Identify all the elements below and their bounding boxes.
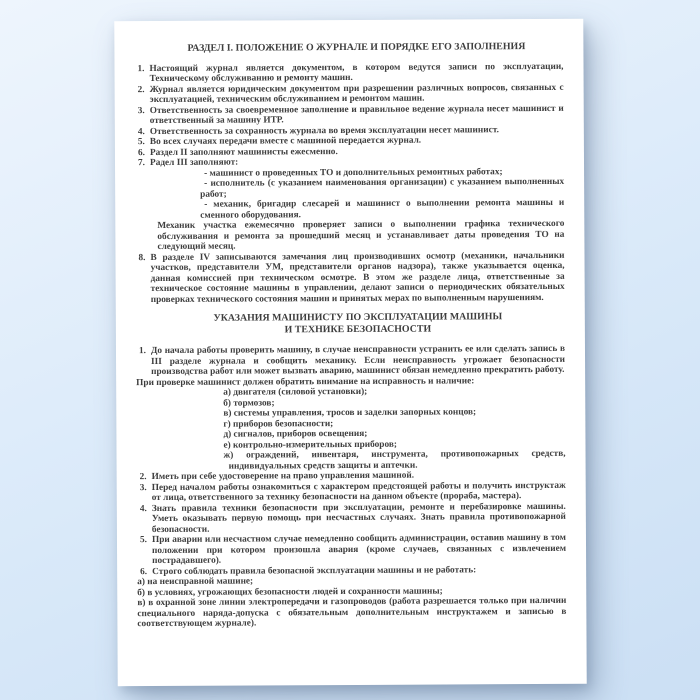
letter-item: в) системы управления, тросов и заделки запорных концов;: [223, 407, 477, 419]
item-number: 1.: [137, 63, 145, 74]
item-text: Знать правила техники безопасности при эксплуатации, ремонте и перебазировке машины. Уметь оказывать первую помощь при несчастных случаях. Знать правила противопожарной безопасности.: [151, 501, 566, 535]
list-item: [140, 564, 566, 577]
item-text: При аварии или несчастном случае немедленно сообщить администрации, оставив машину в том положении при котором произошла авария (кроме случаев, связанных с извлечением пострадавшего).: [151, 532, 567, 567]
item-number: 1.: [138, 346, 147, 357]
item-text: Радел III заполняют:: [149, 157, 239, 169]
list-item: [137, 103, 564, 127]
item-number: 5.: [139, 535, 147, 546]
list-item: [138, 343, 566, 378]
item-number: 7.: [137, 158, 146, 169]
item-text: Перед началом работы ознакомиться с характером предстоящей работы и получить инструктаж от лица, ответственного за технику безопасности на данном объекте (прораба, мастера).: [151, 480, 566, 504]
item-number: 4.: [139, 503, 147, 514]
section2-title-line1: УКАЗАНИЯ МАШИНИСТУ ПО ЭКСПЛУАТАЦИИ МАШИНЫ: [213, 311, 503, 324]
letter-item: е) контрольно-измерительных приборов;: [223, 439, 398, 451]
item-number: 3.: [139, 482, 147, 493]
note-paragraph: Механик участка ежемесячно проверяет записи о выполнении графика технического обслуживания и ремонта за прошедший месяц и устанавливает даты проведения ТО на следующий месяц.: [157, 218, 565, 253]
item-number: 8.: [138, 252, 146, 263]
flush-paragraph: При проверке машинист должен обратить внимание на исправность и наличие:: [136, 375, 475, 388]
list-item: [139, 480, 566, 504]
item-text: Ответственность за своевременное заполнение и правильное ведение журнала несет машинист и ответственный за машину ИТР.: [149, 103, 564, 127]
item-number: 6.: [137, 147, 145, 158]
item-text: Настоящий журнал является документом, в котором ведутся записи по эксплуатации, Техническому обслуживанию и ремонту машин.: [149, 61, 564, 85]
section1-title: РАЗДЕЛ I. ПОЛОЖЕНИЕ О ЖУРНАЛЕ И ПОРЯДКЕ ЕГО ЗАПОЛНЕНИЯ: [187, 41, 526, 54]
item-text: Ответственность за сохранность журнала во время эксплуатации несет машинист.: [149, 124, 499, 137]
sub-item: - механик, бригадир слесарей и машинист о выполнении ремонта машины и сменного оборудования.: [200, 197, 565, 221]
list-item: [137, 156, 564, 169]
item-number: 2.: [139, 472, 147, 483]
item-number: 6.: [140, 566, 148, 577]
item-text: Иметь при себе удостоверение на право управления машиной.: [151, 470, 415, 483]
letter-item: б) тормозов;: [223, 397, 275, 409]
list-item: [139, 501, 566, 535]
item-text: В разделе IV записываются замечания лиц производивших осмотр (механики, начальники участков, представители УМ, представители органов надзора), также указывается оценка, данная комиссией при техническом осмотре. В этом же разделе лица, ответственные за техническое состояние машины в управлении, делают записи о периодических обязательных проверках технического состояния машин и принятых мерах по выполненным нарушениям.: [150, 250, 565, 305]
section2-title-line2: И ТЕХНИКЕ БЕЗОПАСНОСТИ: [284, 323, 432, 335]
section1-list: [137, 61, 565, 305]
item-number: 5.: [137, 137, 145, 148]
flush-paragraph: б) в условиях, угрожающих безопасности людей и сохранности машины;: [137, 586, 443, 598]
item-text: Строго соблюдать правила безопасной эксплуатации машины и не работать:: [152, 564, 477, 577]
sub-item: - исполнитель (с указанием наименования организации) с указанием выполненных работ;: [200, 176, 565, 200]
item-text: Во всех случаях передачи вместе с машиной передается журнал.: [149, 135, 422, 148]
section2-title: [151, 311, 565, 336]
list-item: [138, 250, 565, 305]
item-number: 3.: [137, 105, 145, 116]
item-text: Журнал является юридическим документом при разрешении различных вопросов, связанных с эксплуатацией, техническим обслуживанием и ремонтом машин.: [149, 82, 564, 106]
letter-item: г) приборов безопасности;: [223, 418, 334, 430]
sub-item: - машинист о проведенных ТО и дополнительных ремонтных работах;: [204, 166, 503, 179]
letter-item: ж) ограждений, инвентаря, инструмента, противопожарных средств, индивидуальных средств защиты и аптечки.: [223, 448, 566, 472]
flush-paragraph: в) в охранной зоне линии электропередачи и газопроводов (работа разрешается только при наличии специального наряда-допуска с обязательным дополнительным инструктажем и записью в соответствующем журнале).: [137, 595, 567, 630]
letter-item: д) сигналов, приборов освещения;: [223, 428, 368, 440]
letter-item: а) двигателя (силовой установки);: [223, 386, 368, 398]
document-page: [114, 19, 586, 686]
document-content: [136, 41, 567, 630]
section2-list: [136, 343, 567, 630]
list-item: [137, 61, 564, 85]
item-number: 4.: [137, 126, 145, 137]
item-text: Раздел II заполняют машинисты ежесменно.: [149, 146, 338, 158]
flush-paragraph: а) на неисправной машине;: [137, 576, 254, 588]
list-item: [137, 82, 564, 106]
item-number: 2.: [137, 84, 145, 95]
list-item: [139, 532, 567, 567]
item-text: До начала работы проверить машину, в случае неисправности устранить ее или сделать запись в III разделе журнала и сообщить механику. Если неисправность угрожает безопасности производства работ или может вызвать аварию, машинист обязан немедленно прекратить работу.: [150, 343, 566, 378]
